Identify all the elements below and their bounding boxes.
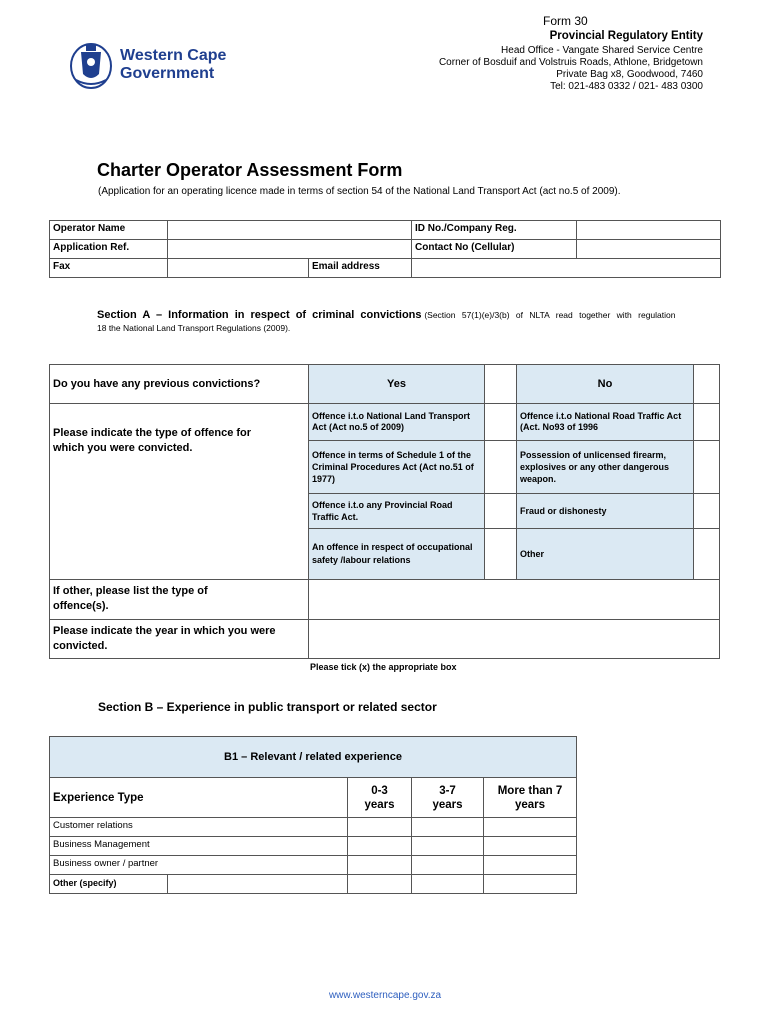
section-a-reference: 18 the National Land Transport Regulations (2009). — [97, 323, 291, 333]
section-a-heading — [97, 309, 703, 335]
offence-nlta-checkbox[interactable] — [484, 403, 517, 441]
id-no-label: ID No./Company Reg. — [411, 220, 577, 240]
col-3-7-label: 3-7 years — [432, 784, 463, 811]
form-number: Form 30 — [543, 14, 588, 28]
offence-other-checkbox[interactable] — [693, 528, 720, 580]
other-offence-label: If other, please list the type of offence(s). — [53, 585, 208, 612]
contact-no-input[interactable] — [576, 239, 721, 259]
operator-name-label: Operator Name — [49, 220, 168, 240]
address-line: Corner of Bosduif and Volstruis Roads, Athlone, Bridgetown — [438, 57, 703, 68]
experience-row-label: Business Management — [49, 836, 348, 856]
coat-of-arms-icon — [68, 38, 114, 90]
yes-label: Yes — [308, 364, 485, 404]
offence-firearm-checkbox[interactable] — [693, 440, 720, 494]
experience-checkbox[interactable] — [483, 874, 577, 894]
conviction-year-question — [49, 619, 309, 659]
experience-checkbox[interactable] — [347, 836, 412, 856]
section-a-title: Section A – Information in respect of criminal convictions — [97, 309, 422, 321]
experience-checkbox[interactable] — [347, 874, 412, 894]
operator-name-input[interactable] — [167, 220, 412, 240]
offence-option-nrta: Offence i.t.o National Road Traffic Act (Act. No93 of 1996 — [516, 403, 694, 441]
offence-option-firearm: Possession of unlicensed firearm, explosives or any other dangerous weapon. — [516, 440, 694, 494]
no-label: No — [516, 364, 694, 404]
experience-checkbox[interactable] — [411, 874, 484, 894]
application-ref-input[interactable] — [167, 239, 412, 259]
experience-row-label: Business owner / partner — [49, 855, 348, 875]
phone-line: Tel: 021-483 0332 / 021- 483 0300 — [550, 81, 703, 92]
offence-provincial-checkbox[interactable] — [484, 493, 517, 529]
other-offence-question — [49, 579, 309, 620]
page-title: Charter Operator Assessment Form — [97, 160, 403, 180]
email-input[interactable] — [411, 258, 721, 278]
col-0-3-years — [347, 777, 412, 818]
experience-checkbox[interactable] — [411, 855, 484, 875]
experience-checkbox[interactable] — [411, 836, 484, 856]
experience-checkbox[interactable] — [347, 817, 412, 837]
offence-option-schedule-1: Offence in terms of Schedule 1 of the Criminal Procedures Act (Act no.51 of 1977) — [308, 440, 485, 494]
experience-checkbox[interactable] — [411, 817, 484, 837]
other-specify-label: Other (specify) — [49, 874, 168, 894]
contact-no-label: Contact No (Cellular) — [411, 239, 577, 259]
application-ref-label: Application Ref. — [49, 239, 168, 259]
col-0-3-label: 0-3 years — [364, 784, 395, 811]
yes-checkbox[interactable] — [484, 364, 517, 404]
footer-link[interactable]: www.westerncape.gov.za — [328, 990, 442, 1001]
experience-type-header: Experience Type — [49, 777, 348, 818]
offence-option-fraud: Fraud or dishonesty — [516, 493, 694, 529]
address-line: Private Bag x8, Goodwood, 7460 — [556, 69, 703, 80]
offence-option-provincial: Offence i.t.o any Provincial Road Traffic Act. — [308, 493, 485, 529]
fax-input[interactable] — [167, 258, 309, 278]
tick-instruction: Please tick (x) the appropriate box — [310, 662, 457, 672]
other-specify-input[interactable] — [167, 874, 348, 894]
offence-type-question-cell — [49, 403, 309, 580]
col-more-than-7 — [483, 777, 577, 818]
conviction-year-input[interactable] — [308, 619, 720, 659]
logo — [68, 38, 248, 88]
id-no-input[interactable] — [576, 220, 721, 240]
fax-label: Fax — [49, 258, 168, 278]
offence-option-occupational: An offence in respect of occupational safety /labour relations — [308, 528, 485, 580]
entity-name: Provincial Regulatory Entity — [549, 30, 703, 42]
experience-checkbox[interactable] — [347, 855, 412, 875]
previous-convictions-question: Do you have any previous convictions? — [49, 364, 309, 404]
logo-line-2: Government — [120, 65, 215, 82]
offence-option-nlta: Offence i.t.o National Land Transport Act (Act no.5 of 2009) — [308, 403, 485, 441]
experience-row-label: Customer relations — [49, 817, 348, 837]
page-subtitle: (Application for an operating licence made in terms of section 54 of the National Land Transport Act (act no.5 of 2009). — [98, 186, 621, 197]
offence-option-other: Other — [516, 528, 694, 580]
email-label: Email address — [308, 258, 412, 278]
col-more-than-7-label: More than 7 years — [497, 784, 563, 811]
offence-schedule-1-checkbox[interactable] — [484, 440, 517, 494]
col-3-7-years — [411, 777, 484, 818]
offence-type-question: Please indicate the type of offence for which you were convicted. — [53, 427, 252, 454]
section-a-reference: (Section 57(1)(e)/3(b) of NLTA read together with regulation — [424, 310, 676, 320]
experience-checkbox[interactable] — [483, 855, 577, 875]
offence-fraud-checkbox[interactable] — [693, 493, 720, 529]
section-b-title: Section B – Experience in public transport or related sector — [98, 700, 437, 714]
other-offence-input[interactable] — [308, 579, 720, 620]
conviction-year-label: Please indicate the year in which you were convicted. — [53, 625, 276, 652]
offence-occupational-checkbox[interactable] — [484, 528, 517, 580]
no-checkbox[interactable] — [693, 364, 720, 404]
logo-line-1: Western Cape — [120, 47, 227, 64]
offence-nrta-checkbox[interactable] — [693, 403, 720, 441]
experience-checkbox[interactable] — [483, 817, 577, 837]
address-line: Head Office - Vangate Shared Service Centre — [501, 45, 703, 56]
b1-title: B1 – Relevant / related experience — [49, 736, 577, 778]
experience-checkbox[interactable] — [483, 836, 577, 856]
